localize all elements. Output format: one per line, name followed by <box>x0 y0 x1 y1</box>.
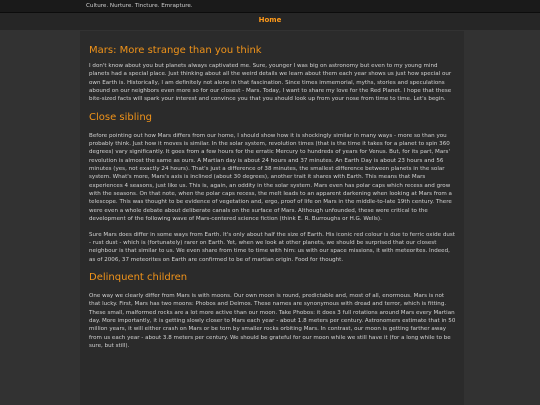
nav-bar <box>0 13 540 30</box>
article-container <box>80 31 464 405</box>
article <box>89 44 457 357</box>
nav-home-link[interactable]: Home <box>258 16 282 24</box>
section-heading-delinquent-children: Delinquent children <box>89 271 188 283</box>
intro-paragraph: I don't know about you but planets always captivated me. Sure, younger I was big on astronomy but even to my young mind planets had a special place. Just thinking about all the weird details we learn about them each year shows us just how special our own Earth is. Historically, I am definitely not alone in that fascination. Since times immemorial, myths, stories and speculations abound on our neighbors even more so for our closest - Mars. Today, I want to share my love for the Red Planet. I hope that these bite-sized facts will spark your interest and convince you that you should look up from your nose from time to time. Let's begin. <box>89 63 452 103</box>
section-heading-close-sibling: Close sibling <box>89 111 152 123</box>
section-paragraph: One way we clearly differ from Mars is with moons. Our own moon is round, predictable and, most of all, enormous. Mars is not that lucky. First, Mars has two moons: Phobos and Deimos. These names are synonymous with dread and terror, which is fitting. These small, malformed rocks are a lot more active than our moon. Take Phobos: it does 3 full rotations around Mars every Martian day. More importantly, it is getting slowly closer to Mars each year - about 1.8 meters per century. Astronomers estimate that in 50 million years, it will either crash on Mars or be torn by smaller rocks orbiting Mars. In contrast, our moon is getting farther away from us each year - about 3.8 meters per century. We should be grateful for our moon while we still have it (for a long while to be sure, but still). <box>89 292 456 349</box>
article-title: Mars: More strange than you think <box>89 45 262 56</box>
section-paragraph: Sure Mars does differ in some ways from Earth. It's only about half the size of Earth. His iconic red colour is due to ferric oxide dust - rust dust - which is (fortunately) rarer on Earth. Yet, when we look at other planets, we should be surprised that our closest neighbour is that similar to us. We even share from time to time with him: us with our space missions, it with meteorites. Indeed, as of 2006, 37 meteorites on Earth are confirmed to be of martian origin. Food for thought. <box>89 231 455 263</box>
top-bar <box>0 0 540 13</box>
site-tagline: Culture. Nurture. Tincture. Emrapture. <box>86 3 193 9</box>
section-paragraph: Before pointing out how Mars differs from our home, I should show how it is shockingly similar in many ways - more so than you probably think. Just how it moves is similar. In the solar system, revolution times (that is the time it takes for a planet to spin 360 degrees) vary significantly. It goes from a few hours for the erratic Mercury to hundreds of years for Venus. But, for its part, Mars' revolution is almost the same as ours. A Martian day is about 24 hours and 37 minutes. An Earth Day is about 23 hours and 56 minutes (yes, not exactly 24 hours). That's just a difference of 38 minutes, the smallest difference between planets in the solar system. What's more, Mars's axis is inclined (about 30 degrees), another trait it shares with Earth. This means that Mars experiences 4 seasons, just like us. This is, again, an oddity in the solar system. Mars even has polar caps which recess and grow with the seasons. On that note, when the polar caps recess, the melt leads to an apparent darkening when looking at Mars from a telescope. This was thought to be evidence of vegetation and, ergo, proof of life on Mars in the middle-to-late 19th century. There were even a whole debate about deliberate canals on the surface of Mars. Although unfounded, these were critical to the development of the following wave of Mars-centered science fiction (think E. R. Burroughs or H.G. Wells). <box>89 132 452 223</box>
